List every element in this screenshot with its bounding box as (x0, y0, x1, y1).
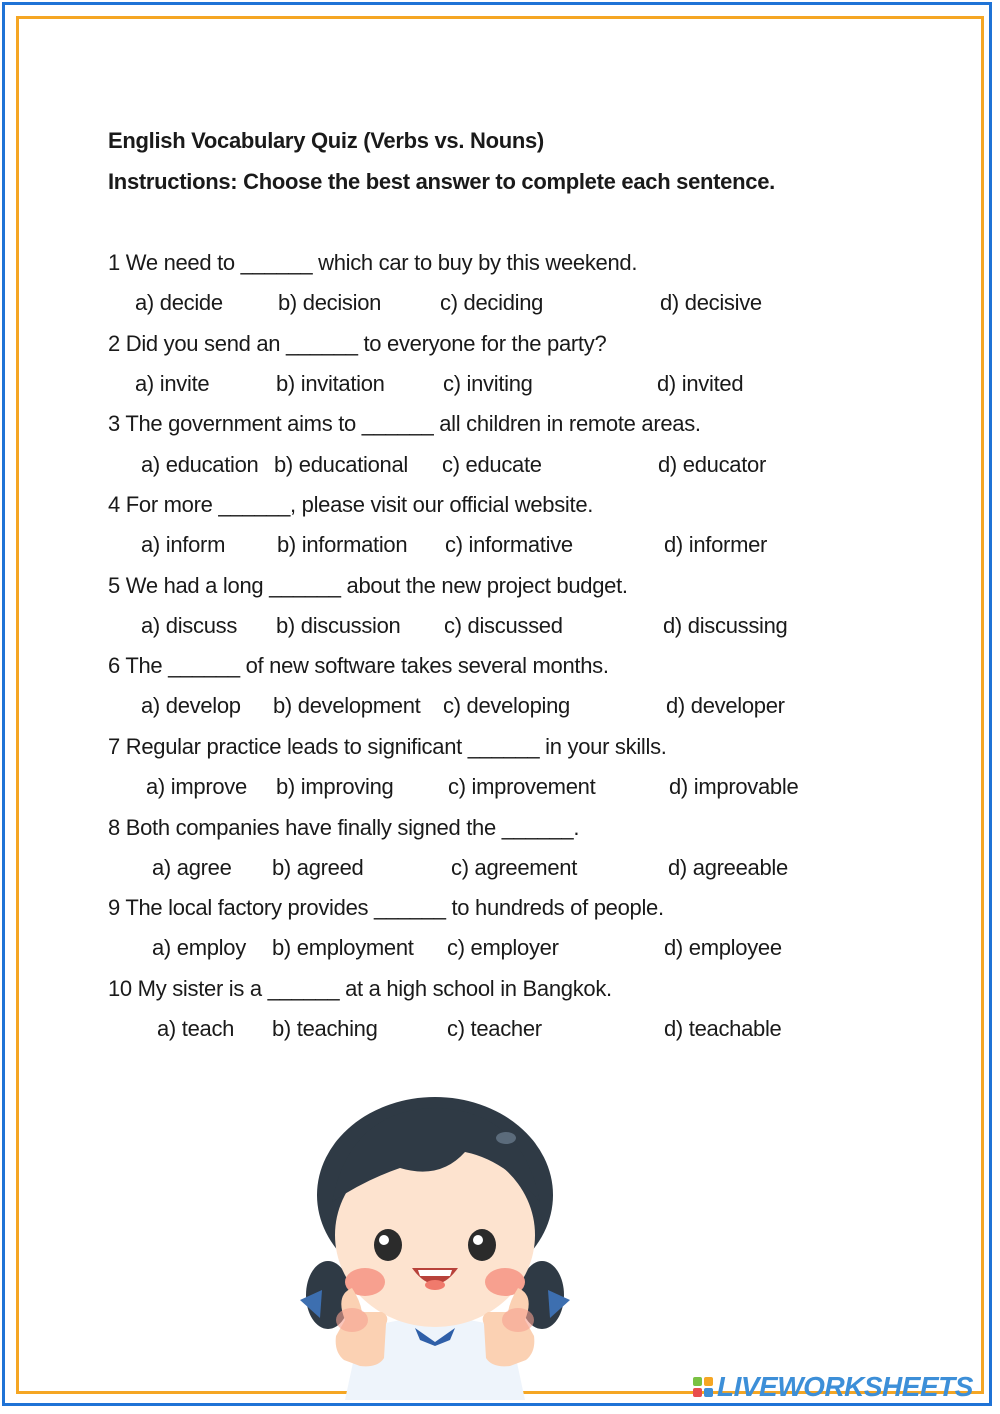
q3-option-c[interactable]: c) educate (442, 452, 542, 477)
q9-option-a[interactable]: a) employ (152, 935, 246, 960)
logo-text: LIVEWORKSHEETS (717, 1371, 973, 1402)
q10-option-a[interactable]: a) teach (157, 1016, 235, 1041)
q8-option-d[interactable]: d) agreeable (668, 855, 788, 880)
question-2: 2 Did you send an ______ to everyone for the party? (108, 331, 607, 356)
q4-option-b[interactable]: b) information (277, 532, 408, 557)
q2-option-a[interactable]: a) invite (135, 371, 210, 396)
q6-option-c[interactable]: c) developing (443, 693, 570, 718)
liveworksheets-logo[interactable] (693, 1371, 973, 1403)
q5-option-b[interactable]: b) discussion (276, 613, 401, 638)
q2-option-b[interactable]: b) invitation (276, 371, 385, 396)
question-10: 10 My sister is a ______ at a high school in Bangkok. (108, 976, 612, 1001)
q3-option-b[interactable]: b) educational (274, 452, 409, 477)
q8-option-a[interactable]: a) agree (152, 855, 232, 880)
quiz-title: English Vocabulary Quiz (Verbs vs. Nouns) (108, 128, 544, 153)
q5-option-d[interactable]: d) discussing (663, 613, 788, 638)
q4-option-a[interactable]: a) inform (141, 532, 226, 557)
q10-option-d[interactable]: d) teachable (664, 1016, 782, 1041)
q7-option-d[interactable]: d) improvable (669, 774, 799, 799)
question-9: 9 The local factory provides ______ to hundreds of people. (108, 895, 664, 920)
q9-option-b[interactable]: b) employment (272, 935, 414, 960)
q6-option-b[interactable]: b) development (273, 693, 421, 718)
q7-option-b[interactable]: b) improving (276, 774, 394, 799)
q2-option-c[interactable]: c) inviting (443, 371, 533, 396)
q10-option-c[interactable]: c) teacher (447, 1016, 542, 1041)
question-8: 8 Both companies have finally signed the ______. (108, 815, 580, 840)
q7-option-c[interactable]: c) improvement (448, 774, 596, 799)
q1-option-a[interactable]: a) decide (135, 290, 223, 315)
q5-option-c[interactable]: c) discussed (444, 613, 563, 638)
quiz-instructions: Instructions: Choose the best answer to complete each sentence. (108, 169, 775, 194)
question-7: 7 Regular practice leads to significant ______ in your skills. (108, 734, 667, 759)
q8-option-b[interactable]: b) agreed (272, 855, 364, 880)
q6-option-a[interactable]: a) develop (141, 693, 241, 718)
question-5: 5 We had a long ______ about the new project budget. (108, 573, 628, 598)
q2-option-d[interactable]: d) invited (657, 371, 744, 396)
q4-option-c[interactable]: c) informative (445, 532, 573, 557)
q3-option-a[interactable]: a) education (141, 452, 259, 477)
q5-option-a[interactable]: a) discuss (141, 613, 238, 638)
question-3: 3 The government aims to ______ all children in remote areas. (108, 411, 701, 436)
q8-option-c[interactable]: c) agreement (451, 855, 578, 880)
girl-thumbs-up-illustration (290, 1090, 580, 1400)
q9-option-c[interactable]: c) employer (447, 935, 559, 960)
question-4: 4 For more ______, please visit our official website. (108, 492, 594, 517)
q1-option-c[interactable]: c) deciding (440, 290, 544, 315)
liveworksheets-logo-icon (693, 1377, 713, 1397)
q3-option-d[interactable]: d) educator (658, 452, 766, 477)
q7-option-a[interactable]: a) improve (146, 774, 247, 799)
question-1: 1 We need to ______ which car to buy by this weekend. (108, 250, 638, 275)
q10-option-b[interactable]: b) teaching (272, 1016, 378, 1041)
q4-option-d[interactable]: d) informer (664, 532, 768, 557)
q6-option-d[interactable]: d) developer (666, 693, 785, 718)
q1-option-d[interactable]: d) decisive (660, 290, 762, 315)
question-6: 6 The ______ of new software takes several months. (108, 653, 609, 678)
q1-option-b[interactable]: b) decision (278, 290, 382, 315)
q9-option-d[interactable]: d) employee (664, 935, 782, 960)
